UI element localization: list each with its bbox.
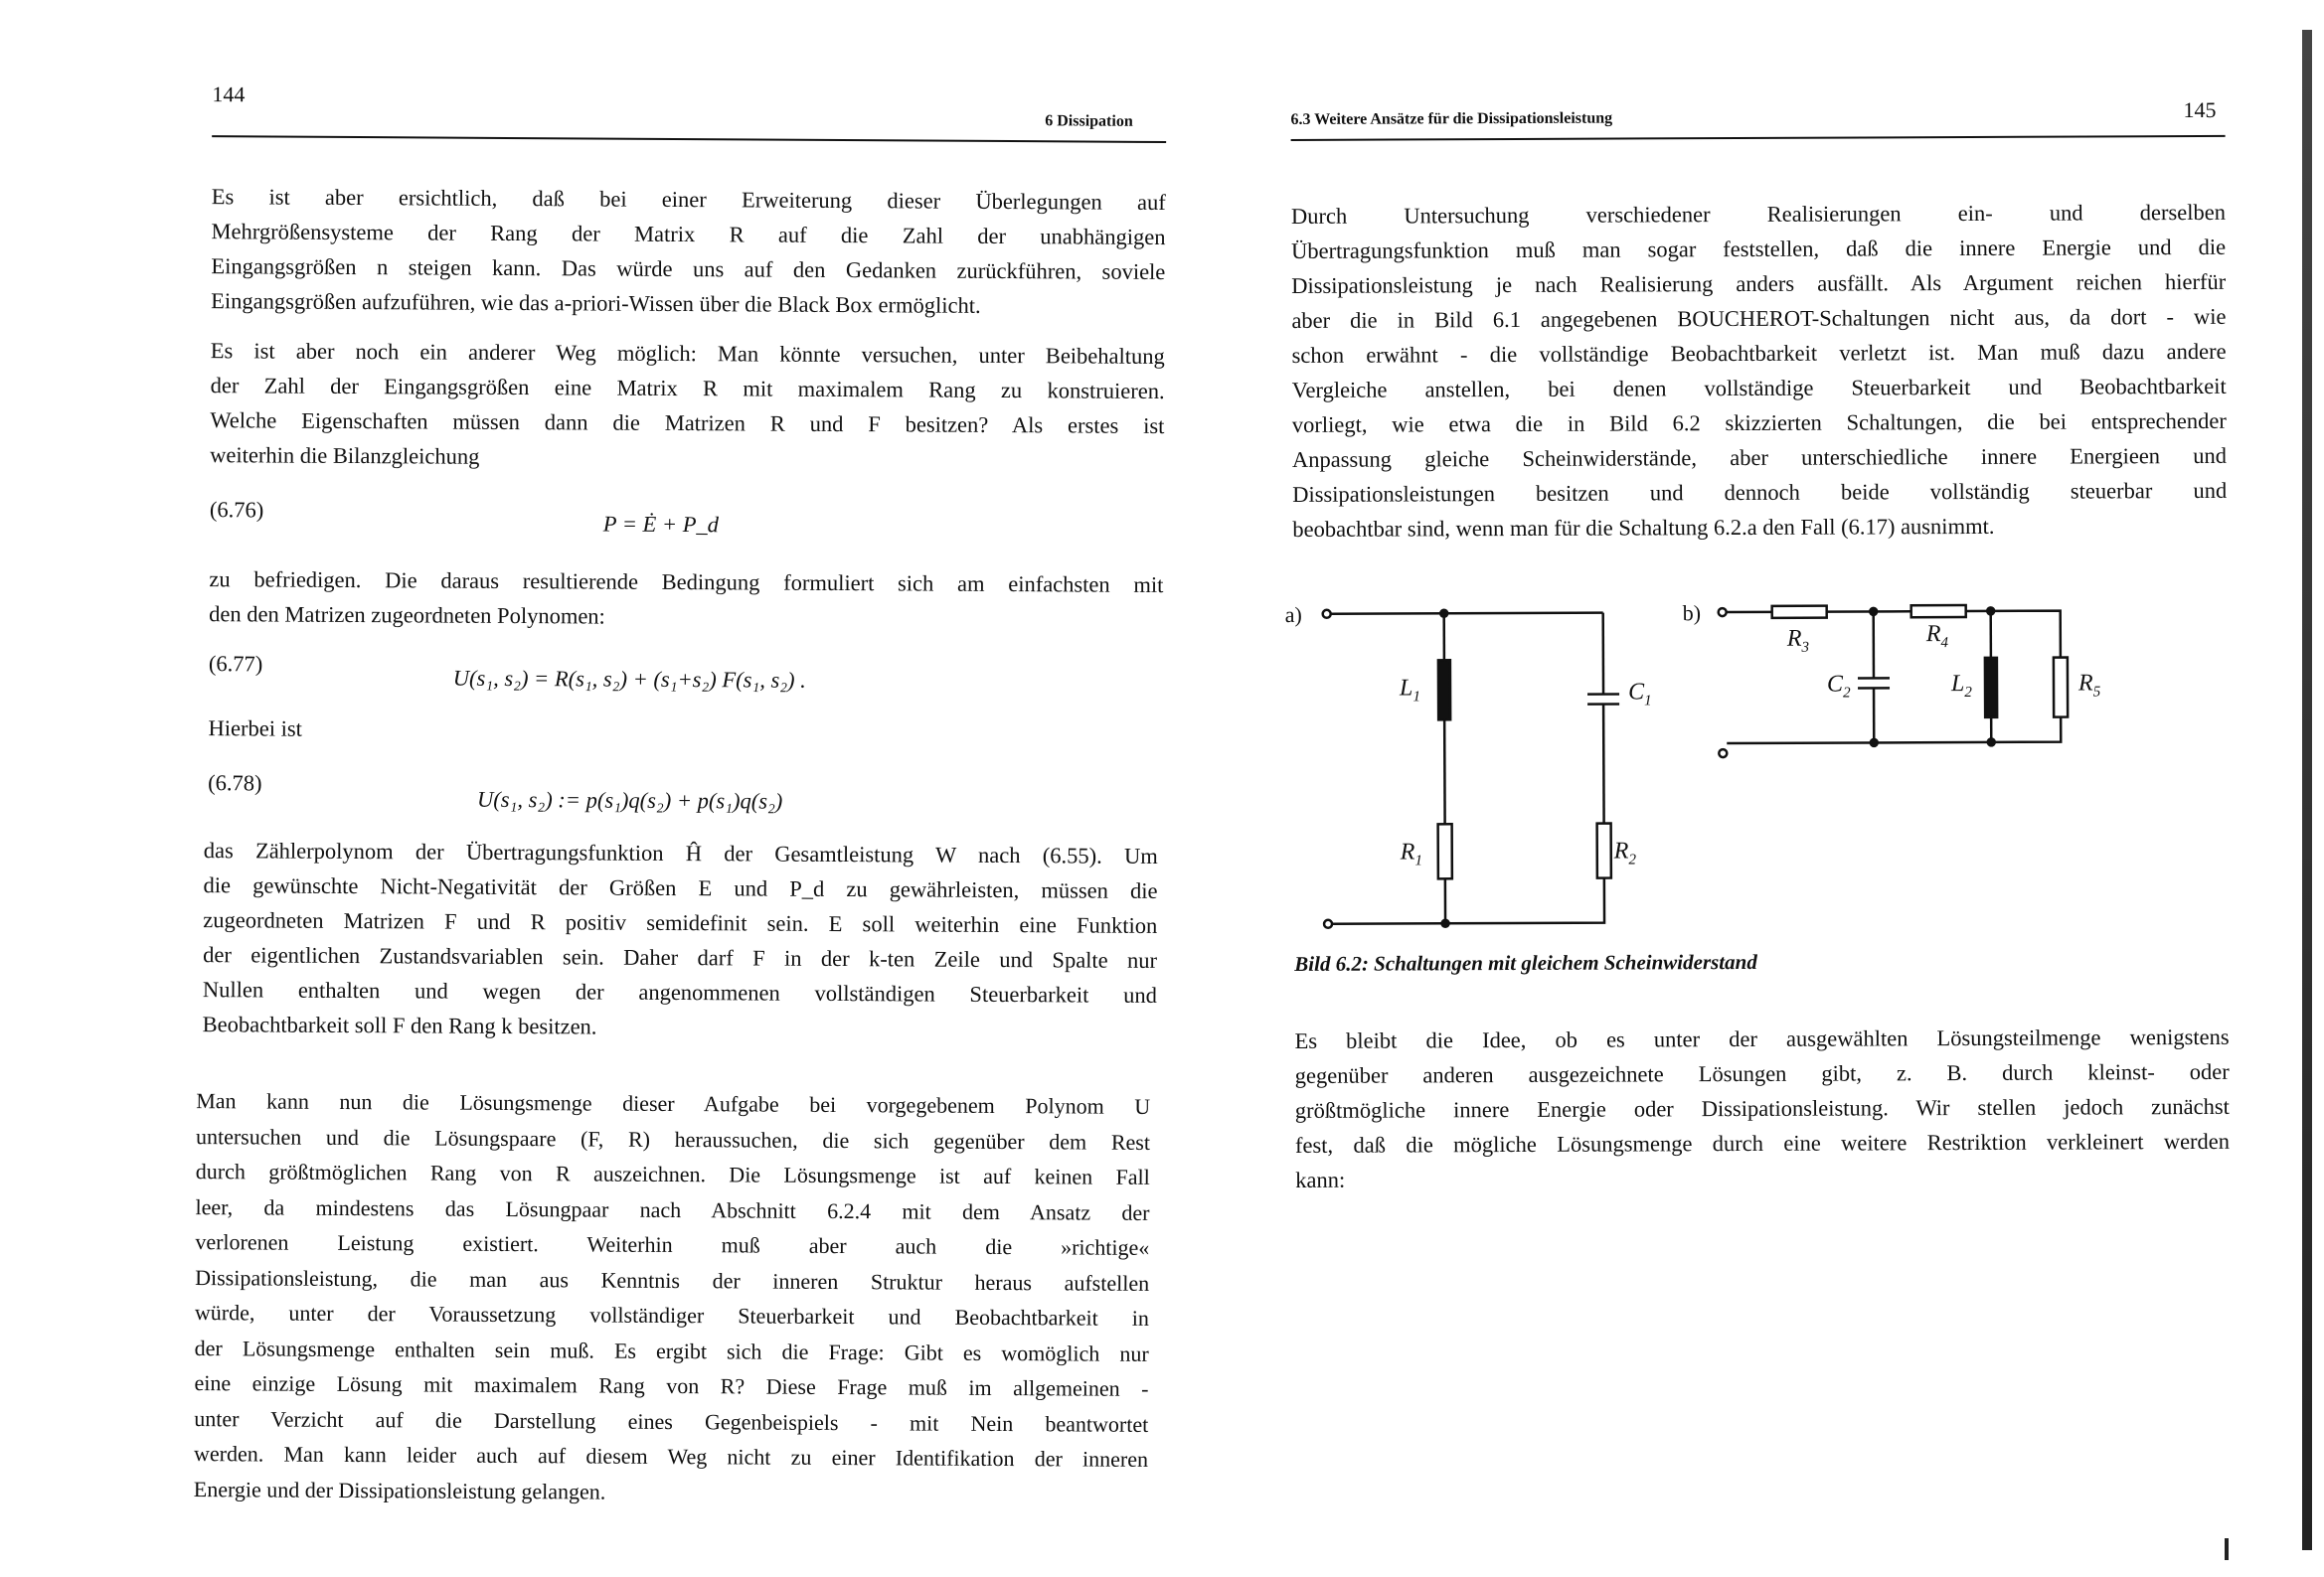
text-line: eine einzige Lösung mit maximalem Rang von R? Diese Frage muß im allgemeinen -: [194, 1370, 1149, 1401]
capacitor-C1: [1587, 695, 1619, 705]
circuit-figure: [1285, 582, 2222, 944]
paragraph-1: [1291, 195, 2228, 547]
text-line: Es bleibt die Idee, ob es unter der ausgewählten Lösungsteilmenge wenigstens: [1294, 1024, 2230, 1053]
text-line: Dissipationsleistung, die man aus Kenntnis der inneren Struktur heraus aufstellen: [195, 1264, 1150, 1296]
wire: [1603, 705, 1604, 824]
text-line: der Zahl der Eingangsgrößen eine Matrix R mit maximalem Rang zu konstruieren.: [210, 373, 1165, 404]
text-line: schon erwähnt - die vollständige Beobachtbarkeit verletzt ist. Man muß dazu andere: [1291, 338, 2227, 368]
binding-edge: [2302, 30, 2312, 1550]
equation-6-78: U(s₁, s₂) := p(s₁)q(s₂) + p(s₁)q(s₂): [477, 786, 783, 814]
terminal: [1719, 749, 1727, 757]
text-line: Beobachtbarkeit soll F den Rang k besitzen.: [202, 1012, 597, 1039]
label-R2: $R_2$: [1613, 838, 1636, 868]
page-number: 145: [2183, 96, 2217, 123]
node: [1440, 610, 1447, 617]
resistor-R3: [1772, 606, 1827, 618]
text-line: Welche Eigenschaften müssen dann die Matrizen R und F besitzen? Als erstes ist: [210, 407, 1165, 439]
text-line: Übertragungsfunktion muß man sogar feststellen, daß die innere Energie und die: [1291, 234, 2227, 263]
text-line: Hierbei ist: [208, 715, 302, 741]
text-line: Man kann nun die Lösungsmenge dieser Aufgabe bei vorgegebenem Polynom U: [196, 1088, 1151, 1119]
paragraph-5: [203, 833, 1158, 1047]
header-rule: [1291, 135, 2226, 141]
label-R3: $R_3$: [1786, 625, 1810, 656]
text-line: der Lösungsmenge enthalten sein muß. Es ergibt sich die Frage: Gibt es womöglich nur: [194, 1335, 1149, 1366]
text-line: kann:: [1295, 1167, 1346, 1192]
label-a: a): [1284, 601, 1302, 627]
text-line: werden. Man kann leider auch auf diesem Weg nicht zu einer Identifikation der inneren: [193, 1441, 1149, 1472]
text-line: untersuchen und die Lösungspaare (F, R) heraussuchen, die sich gegenüber dem Rest: [195, 1123, 1151, 1155]
text-line: Nullen enthalten und wegen der angenommenen vollständigen Steuerbarkeit und: [202, 977, 1157, 1008]
right-page: [1282, 0, 2239, 1577]
text-line: Vergleiche anstellen, bei denen vollständige Steuerbarkeit und Beobachtbarkeit: [1291, 373, 2227, 402]
wire: [1445, 878, 1604, 924]
paragraph-2: [1294, 1020, 2230, 1197]
paragraph-6: [194, 1083, 1151, 1512]
running-head: 6.3 Weitere Ansätze für die Dissipationsleistung: [1290, 109, 1613, 128]
text-line: Es ist aber noch ein anderer Weg möglich: Man könnte versuchen, unter Beibehaltung: [210, 338, 1165, 370]
text-line: gegenüber anderen ausgezeichnete Lösungen gibt, z. B. durch kleinst- oder: [1294, 1058, 2230, 1088]
text-line: der eigentlichen Zustandsvariablen sein. Daher darf F in der k-ten Zeile und Spalte nur: [203, 942, 1158, 973]
node: [1871, 739, 1878, 746]
circuit-b: [1719, 605, 2069, 758]
text-line: fest, daß die mögliche Lösungsmenge durch eine weitere Restriktion verkleinert werden: [1294, 1128, 2231, 1158]
text-line: durch größtmöglichen Rang von R auszeichnen. Die Lösungsmenge ist auf keinen Fall: [195, 1159, 1150, 1189]
left-page: [179, 0, 1173, 1577]
paragraph-4: [208, 710, 1162, 751]
text-line: Energie und der Dissipationsleistung gelangen.: [193, 1476, 606, 1504]
text-line: das Zählerpolynom der Übertragungsfunktion Ĥ der Gesamtleistung W nach (6.55). Um: [203, 838, 1158, 868]
figure-caption: Bild 6.2: Schaltungen mit gleichem Scheinwiderstand: [1294, 949, 1757, 976]
text-line: Dissipationsleistungen besitzen und dennoch beide vollständig steuerbar und: [1292, 477, 2228, 507]
equation-6-76: P = Ė + P_d: [602, 511, 720, 538]
text-line: Es ist aber ersichtlich, daß bei einer Erweiterung dieser Überlegungen auf: [211, 184, 1166, 216]
text-line: zu befriedigen. Die daraus resultierende Bedingung formuliert sich am einfachsten mit: [209, 566, 1164, 597]
node: [1988, 738, 1995, 745]
text-line: Eingangsgrößen n steigen kann. Das würde uns auf den Gedanken zurückführen, soviele: [211, 253, 1166, 285]
wire: [1966, 611, 2061, 658]
text-line: Dissipationsleistung je nach Realisierung anders ausfällt. Als Argument reichen hierfür: [1291, 268, 2227, 298]
edge-mark: [2225, 1538, 2229, 1560]
page-number: 144: [212, 81, 246, 107]
resistor-R5: [2054, 658, 2068, 717]
resistor-R1: [1438, 824, 1452, 878]
equation-number: (6.77): [208, 651, 263, 677]
capacitor-C2: [1858, 678, 1890, 688]
text-line: weiterhin die Bilanzgleichung: [210, 442, 480, 469]
label-R5: $R_5$: [2077, 670, 2101, 701]
label-C2: $C_2$: [1826, 671, 1851, 702]
equation-number: (6.78): [208, 770, 262, 796]
node: [1870, 608, 1877, 615]
resistor-R4: [1911, 605, 1966, 617]
text-line: Eingangsgrößen aufzuführen, wie das a-priori-Wissen über die Black Box ermöglicht.: [211, 288, 981, 318]
label-R4: $R_4$: [1925, 621, 1949, 652]
text-line: unter Verzicht auf die Darstellung eines Gegenbeispiels - mit Nein beantwortet: [194, 1405, 1149, 1437]
paragraph-1: [211, 179, 1166, 324]
resistor-R2: [1597, 824, 1611, 878]
label-R1: $R_1$: [1400, 839, 1422, 869]
node: [1442, 920, 1449, 927]
label-L1: $L_1$: [1399, 675, 1420, 706]
terminal: [1324, 920, 1332, 928]
text-line: größtmögliche innere Energie oder Dissipationsleistung. Wir stellen jedoch zunächst: [1294, 1093, 2230, 1123]
paragraph-3: [209, 561, 1163, 637]
equation-number: (6.76): [209, 497, 264, 523]
label-C1: $C_1$: [1627, 679, 1652, 710]
terminal: [1323, 610, 1331, 618]
text-line: Durch Untersuchung verschiedener Realisierungen ein- und derselben: [1290, 199, 2226, 229]
text-line: vorliegt, wie etwa die in Bild 6.2 skizzierten Schaltungen, die bei entsprechender: [1291, 407, 2227, 437]
running-head: 6 Dissipation: [1045, 112, 1133, 130]
text-line: aber die in Bild 6.1 angegebenen BOUCHEROT-Schaltungen nicht aus, da dort - wie: [1291, 303, 2227, 333]
text-line: die gewünschte Nicht-Negativität der Größen E und P_d zu gewährleisten, müssen die: [203, 872, 1158, 903]
inductor-L1: [1438, 660, 1450, 719]
equation-6-77: U(s₁, s₂) = R(s₁, s₂) + (s₁+s₂) F(s₁, s₂) .: [452, 665, 806, 693]
label-L2: $L_2$: [1950, 671, 1972, 702]
inductor-L2: [1985, 658, 1997, 717]
circuit-a: [1323, 609, 1620, 928]
label-b: b): [1682, 600, 1702, 626]
wire-top: [1331, 613, 1603, 614]
text-line: leer, da mindestens das Lösungpaar nach Abschnitt 6.2.4 mit dem Ansatz der: [195, 1193, 1150, 1225]
text-line: beobachtbar sind, wenn man für die Schaltung 6.2.a den Fall (6.17) ausnimmt.: [1292, 513, 1995, 542]
text-line: verlorenen Leistung existiert. Weiterhin muß aber auch die »richtige«: [195, 1229, 1150, 1260]
text-line: Mehrgrößensysteme der Rang der Matrix R auf die Zahl der unabhängigen: [211, 219, 1166, 250]
text-line: den den Matrizen zugeordneten Polynomen:: [209, 601, 605, 629]
terminal: [1719, 608, 1727, 616]
header-rule: [212, 135, 1166, 143]
wire-bottom: [1727, 717, 2061, 743]
node: [1987, 607, 1994, 614]
paragraph-2: [210, 333, 1165, 478]
text-line: Anpassung gleiche Scheinwiderstände, aber unterschiedliche innere Energieen und: [1291, 442, 2228, 472]
text-line: würde, unter der Voraussetzung vollständiger Steuerbarkeit und Beobachtbarkeit in: [194, 1300, 1149, 1331]
text-line: zugeordneten Matrizen F und R positiv semidefinit sein. E soll weiterhin eine Funktion: [203, 907, 1158, 938]
